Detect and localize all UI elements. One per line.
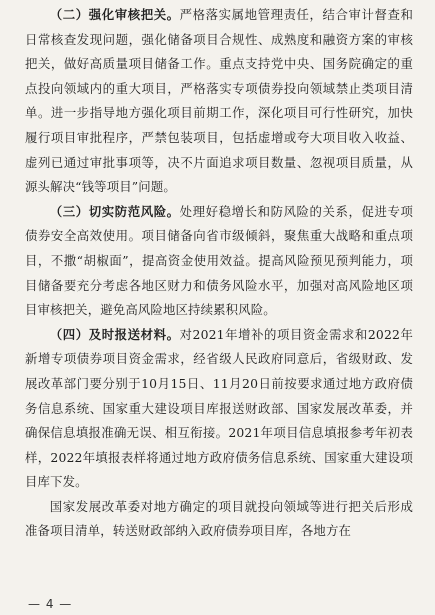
paragraph-submit-materials bbox=[25, 323, 413, 495]
section-heading-prevent-risk: （三）切实防范风险。 bbox=[49, 203, 180, 219]
paragraph-text: 处理好稳增长和防风险的关系，促进专项债券安全高效使用。项目储备向省市级倾斜，聚焦重大战略和重点项目，不撒“胡椒面”，提高资金使用效益。提高风险预见预判能力，项目储备要充分考虑各地区财力和债务风险水平，加强对高风险地区项目审核把关，避免高风险地区持续累积风险。 bbox=[25, 203, 413, 318]
page-number: — 4 — bbox=[28, 597, 73, 611]
paragraph-text: 对2021年增补的项目资金需求和2022年新增专项债券项目资金需求，经省级人民政府同意后，省级财政、发展改革部门要分别于10月15日、11月20日前按要求通过地方政府债务信息系统、国家重大建设项目库报送财政部、国家发展改革委，并确保信息填报准确无误、相互衔接。2021年项目信息填报参考年初表样，2022年填报表样将通过地方政府债务信息系统、国家重大建设项目库下发。 bbox=[25, 326, 413, 490]
paragraph-strengthen-review bbox=[25, 3, 413, 200]
paragraph-prevent-risk bbox=[25, 200, 413, 323]
paragraph-project-list bbox=[25, 495, 413, 544]
paragraph-text: 严格落实属地管理责任，结合审计督查和日常核查发现问题，强化储备项目合规性、成熟度和融资方案的审核把关，做好高质量项目储备工作。重点支持党中央、国务院确定的重点投向领域内的重大项目，严格落实专项债券投向领域禁止类项目清单。进一步指导地方强化项目前期工作，深化项目可行性研究，加快履行项目审批程序，严禁包装项目，包括虚增或夸大项目收入收益、虚列已通过审批事项等，决不片面追求项目数量、忽视项目质量，从源头解决“钱等项目”问题。 bbox=[25, 7, 413, 195]
section-heading-strengthen-review: （二）强化审核把关。 bbox=[49, 7, 180, 22]
document-body bbox=[25, 3, 413, 544]
section-heading-submit-materials: （四）及时报送材料。 bbox=[49, 326, 180, 342]
paragraph-text: 国家发展改革委对地方确定的项目就投向领域等进行把关后形成准备项目清单，转送财政部纳入政府债券项目库，各地方在 bbox=[25, 498, 413, 539]
